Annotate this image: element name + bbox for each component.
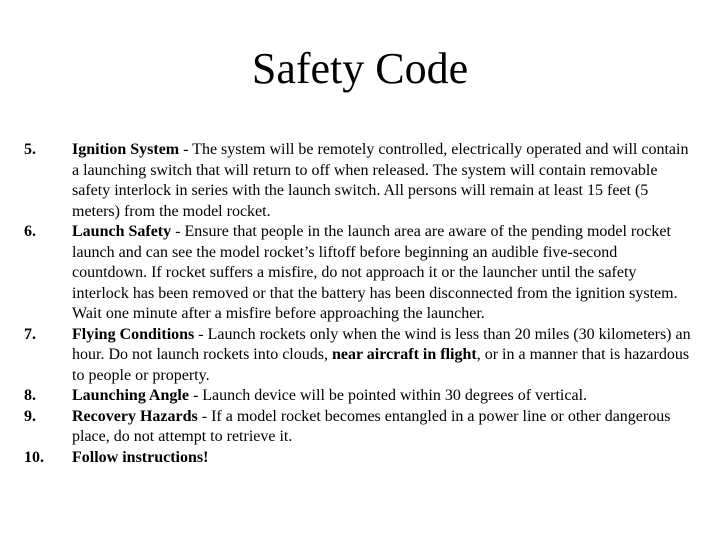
rule-item-5 <box>24 140 696 222</box>
rule-text: The system will be remotely controlled, electrically operated and will contain a launching switch that will return to off when released. The system will contain removable safety interlock in series with the launch switch. All persons will remain at least 15 feet (5 meters) from the model rocket. <box>72 141 689 220</box>
rule-text: Ensure that people in the launch area are aware of the pending model rocket launch and can see the model rocket’s liftoff before beginning an audible five-second countdown. If rocket suffers a misfire, do not approach it or the launcher until the safety interlock has been removed or that the battery has been disconnected from the ignition system. Wait one minute after a misfire before approaching the launcher. <box>72 223 678 322</box>
safety-rules-list <box>24 140 696 468</box>
rule-body <box>72 222 696 325</box>
rule-text: If a model rocket becomes entangled in a power line or other dangerous place, do not attempt to retrieve it. <box>72 407 671 445</box>
rule-heading: Follow instructions! <box>72 448 209 466</box>
rule-separator: - <box>179 141 193 158</box>
rule-number: 6. <box>24 223 36 240</box>
rule-heading: Flying Conditions <box>72 325 195 343</box>
rule-item-9 <box>24 407 696 448</box>
rule-heading: Launch Safety <box>72 223 172 240</box>
rule-heading: Recovery Hazards <box>72 407 198 425</box>
rule-item-7 <box>24 325 696 387</box>
rule-heading: Launching Angle <box>72 387 189 404</box>
rule-heading: Ignition System <box>72 141 180 158</box>
rule-emphasis: near aircraft in flight <box>331 346 477 363</box>
rule-number: 9. <box>24 407 36 425</box>
rule-number: 10. <box>24 448 44 466</box>
rule-item-10 <box>24 448 696 469</box>
rule-number: 7. <box>24 325 36 343</box>
rule-separator: - <box>197 407 212 425</box>
rule-body <box>72 448 696 469</box>
rule-text: , or in a manner that is hazardous to people or property. <box>72 346 690 384</box>
rule-number: 8. <box>24 387 36 404</box>
rule-number: 5. <box>24 141 36 158</box>
rule-body <box>72 325 696 387</box>
rule-text: Launch device will be pointed within 30 degrees of vertical. <box>202 387 588 404</box>
rule-separator: - <box>188 387 203 404</box>
rule-item-6 <box>24 222 696 325</box>
slide-title: Safety Code <box>251 44 469 93</box>
rule-separator: - <box>194 325 208 343</box>
rule-body <box>72 407 696 448</box>
rule-text: Launch rockets only when the wind is less than 20 miles (30 kilometers) an hour. Do not launch rockets into clouds, <box>72 325 691 363</box>
rule-body <box>72 140 696 222</box>
rule-separator: - <box>171 223 185 240</box>
rule-body <box>72 386 696 407</box>
rule-item-8 <box>24 386 696 407</box>
